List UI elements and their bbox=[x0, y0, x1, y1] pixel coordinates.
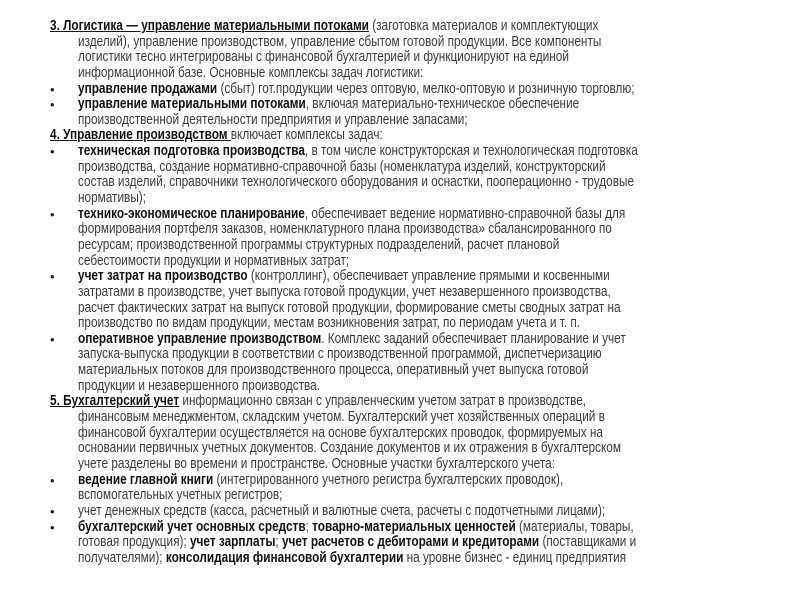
bold-term: учет затрат на производство bbox=[78, 268, 248, 285]
text-segment: расчет фактических затрат на выпуск готовой продукции, формирование сметы сводных затрат на bbox=[78, 299, 621, 316]
bullet-icon: • bbox=[50, 206, 55, 222]
line-text bbox=[78, 457, 555, 473]
text-segment: вспомогательных учетных регистров; bbox=[78, 487, 283, 504]
bullet-item-line bbox=[0, 207, 800, 223]
bold-term: бухгалтерский учет основных средств bbox=[78, 518, 306, 535]
text-segment: (заготовка материалов и комплектующих bbox=[368, 18, 599, 34]
bullet-item-line bbox=[0, 332, 800, 348]
line-text bbox=[50, 19, 598, 35]
text-line bbox=[0, 363, 800, 379]
text-segment: ресурсам; производственной программы структурных подразделений, расчет плановой bbox=[78, 236, 560, 253]
text-line bbox=[0, 222, 800, 238]
line-text bbox=[78, 50, 569, 66]
bold-term: ведение главной книги bbox=[78, 471, 214, 488]
line-text bbox=[78, 285, 611, 301]
text-segment: изделий), управление производством, управление сбытом готовой продукции. Все компоненты bbox=[78, 33, 602, 50]
text-line bbox=[0, 238, 800, 254]
text-segment: включает комплексы задач: bbox=[230, 127, 383, 144]
bullet-item-line bbox=[0, 144, 800, 160]
text-segment: формирования портфеля заказов, номенклатурного плана производства» сбалансированного по bbox=[78, 221, 612, 238]
text-segment: (контроллинг), обеспечивает управление прямыми и косвенными bbox=[247, 268, 610, 285]
line-text bbox=[78, 82, 635, 98]
bullet-icon: • bbox=[50, 472, 55, 488]
text-segment: на уровне бизнес - единиц предприятия bbox=[403, 549, 627, 566]
text-segment: информационной базе. Основные комплексы задач логистики: bbox=[78, 64, 424, 81]
text-segment: . Комплекс заданий обеспечивает планирование и учет bbox=[321, 330, 626, 347]
text-line bbox=[0, 551, 800, 567]
document-body bbox=[0, 19, 800, 566]
text-line bbox=[0, 426, 800, 442]
text-segment: производство по видам продукции, местам возникновения затрат, по периодам учета и т. п. bbox=[78, 315, 581, 332]
text-segment: (поставщиками и bbox=[539, 534, 637, 551]
text-segment: (сбыт) гот.продукции через оптовую, мелко-оптовую и розничную торговлю; bbox=[217, 80, 635, 97]
bullet-icon: • bbox=[50, 81, 55, 97]
bullet-item-line bbox=[0, 82, 800, 98]
text-line bbox=[0, 35, 800, 51]
line-text bbox=[78, 520, 634, 536]
line-text bbox=[78, 97, 579, 113]
bullet-icon: • bbox=[50, 519, 55, 535]
bullet-icon: • bbox=[50, 144, 55, 160]
line-text bbox=[78, 238, 559, 254]
text-line bbox=[0, 113, 800, 129]
line-text bbox=[78, 35, 601, 51]
text-segment: учете разделены во времени и пространстве. Основные участки бухгалтерского учета: bbox=[78, 455, 555, 472]
text-segment: запуска-выпуска продукции в соответствии с производственной программой, диспетчеризацию bbox=[78, 346, 602, 363]
section-heading-line bbox=[0, 394, 800, 410]
text-line bbox=[0, 347, 800, 363]
bullet-item-line bbox=[0, 520, 800, 536]
line-text bbox=[78, 488, 282, 504]
line-text bbox=[78, 426, 603, 442]
text-segment: продукции и незавершенного производства. bbox=[78, 377, 320, 394]
line-text bbox=[78, 207, 625, 223]
text-segment: информационно связан с управленческим учетом затрат в производстве, bbox=[179, 393, 587, 410]
text-line bbox=[0, 410, 800, 426]
line-text bbox=[78, 269, 610, 285]
bullet-item-line bbox=[0, 97, 800, 113]
bold-term: управление продажами bbox=[78, 80, 218, 97]
text-segment: ; bbox=[275, 534, 282, 551]
text-line bbox=[0, 457, 800, 473]
bullet-item-line bbox=[0, 269, 800, 285]
text-segment: нормативы); bbox=[78, 190, 147, 207]
line-text bbox=[78, 301, 621, 317]
line-text bbox=[78, 332, 626, 348]
text-segment: , в том числе конструкторская и технологическая подготовка bbox=[304, 143, 638, 160]
text-segment: (интегрированного учетного регистра бухгалтерских проводок), bbox=[213, 471, 564, 488]
text-segment: (материалы, товары, bbox=[515, 518, 634, 535]
line-text bbox=[78, 144, 638, 160]
line-text bbox=[78, 113, 468, 129]
text-line bbox=[0, 379, 800, 395]
line-text bbox=[78, 535, 636, 551]
line-text bbox=[78, 441, 621, 457]
line-text bbox=[78, 363, 588, 379]
bold-term: управление материальными потоками bbox=[78, 96, 306, 113]
text-line bbox=[0, 285, 800, 301]
text-segment: учет денежных средств (касса, расчетный и валютные счета, расчеты с подотчетными лицами); bbox=[78, 502, 606, 519]
bold-term: техническая подготовка производства bbox=[78, 143, 305, 160]
section-heading-line bbox=[0, 19, 800, 35]
text-line bbox=[0, 175, 800, 191]
line-text bbox=[78, 504, 605, 520]
section-title: 5. Бухгалтерский учет bbox=[50, 393, 180, 410]
bold-term: консолидация финансовой бухгалтерии bbox=[165, 549, 404, 566]
text-line bbox=[0, 441, 800, 457]
text-segment: затратами в производстве, учет выпуска готовой продукции, учет незавершенного производства, bbox=[78, 283, 611, 300]
line-text bbox=[78, 254, 349, 270]
text-segment: , обеспечивает ведение нормативно-справочной базы для bbox=[304, 205, 626, 222]
bold-term: технико-экономическое планирование bbox=[78, 205, 305, 222]
text-segment: материальных потоков для производственного процесса, оперативный учет выпуска готовой bbox=[78, 362, 589, 379]
bold-term: учет зарплаты bbox=[189, 534, 276, 551]
text-line bbox=[0, 191, 800, 207]
text-line bbox=[0, 160, 800, 176]
line-text bbox=[78, 222, 612, 238]
bold-term: товарно-материальных ценностей bbox=[312, 518, 516, 535]
text-segment: состав изделий, справочники технологического оборудования и оснастки, пооперационно - трудовые bbox=[78, 174, 635, 191]
text-segment: логистики тесно интегрированы с финансовой бухгалтерией и функционируют на единой bbox=[78, 49, 569, 66]
line-text bbox=[78, 175, 634, 191]
section-title: 4. Управление производством bbox=[50, 127, 231, 144]
bold-term: учет расчетов с дебиторами и кредиторами bbox=[281, 534, 540, 551]
section-title: 3. Логистика — управление материальными потоками bbox=[50, 18, 369, 34]
text-segment: получателями); bbox=[78, 549, 166, 566]
text-segment: финансовой бухгалтерии осуществляется на основе бухгалтерских проводок, формируемых на bbox=[78, 424, 603, 441]
line-text bbox=[50, 394, 586, 410]
line-text bbox=[50, 128, 383, 144]
line-text bbox=[78, 160, 606, 176]
line-text bbox=[78, 551, 626, 567]
text-line bbox=[0, 301, 800, 317]
text-segment: ; bbox=[305, 518, 313, 535]
text-line bbox=[0, 66, 800, 82]
line-text bbox=[78, 191, 146, 207]
bullet-item-line bbox=[0, 473, 800, 489]
bullet-item-line bbox=[0, 504, 800, 520]
bullet-icon: • bbox=[50, 97, 55, 113]
text-segment: финансовым менеджментом, складским учетом. Бухгалтерский учет хозяйственных операций в bbox=[78, 409, 605, 426]
text-segment: производства, создание нормативно-справочной базы (номенклатура изделий, конструкторский bbox=[78, 158, 606, 175]
line-text bbox=[78, 473, 563, 489]
line-text bbox=[78, 379, 320, 395]
text-segment: себестоимости продукции и нормативных затрат; bbox=[78, 252, 350, 269]
line-text bbox=[78, 410, 605, 426]
line-text bbox=[78, 316, 580, 332]
text-segment: основании первичных учетных документов. Создание документов и их отражения в бухгалтерском bbox=[78, 440, 621, 457]
bullet-icon: • bbox=[50, 269, 55, 285]
text-line bbox=[0, 254, 800, 270]
bold-term: оперативное управление производством bbox=[78, 330, 322, 347]
text-line bbox=[0, 488, 800, 504]
line-text bbox=[78, 66, 423, 82]
text-segment: готовая продукция); bbox=[78, 534, 190, 551]
bullet-icon: • bbox=[50, 503, 55, 519]
line-text bbox=[78, 347, 602, 363]
text-segment: производственной деятельности предприятия и управление запасами; bbox=[78, 111, 468, 128]
bullet-icon: • bbox=[50, 331, 55, 347]
text-line bbox=[0, 316, 800, 332]
text-line bbox=[0, 50, 800, 66]
section-heading-line bbox=[0, 128, 800, 144]
text-segment: , включая материально-техническое обеспечение bbox=[305, 96, 580, 113]
text-line bbox=[0, 535, 800, 551]
